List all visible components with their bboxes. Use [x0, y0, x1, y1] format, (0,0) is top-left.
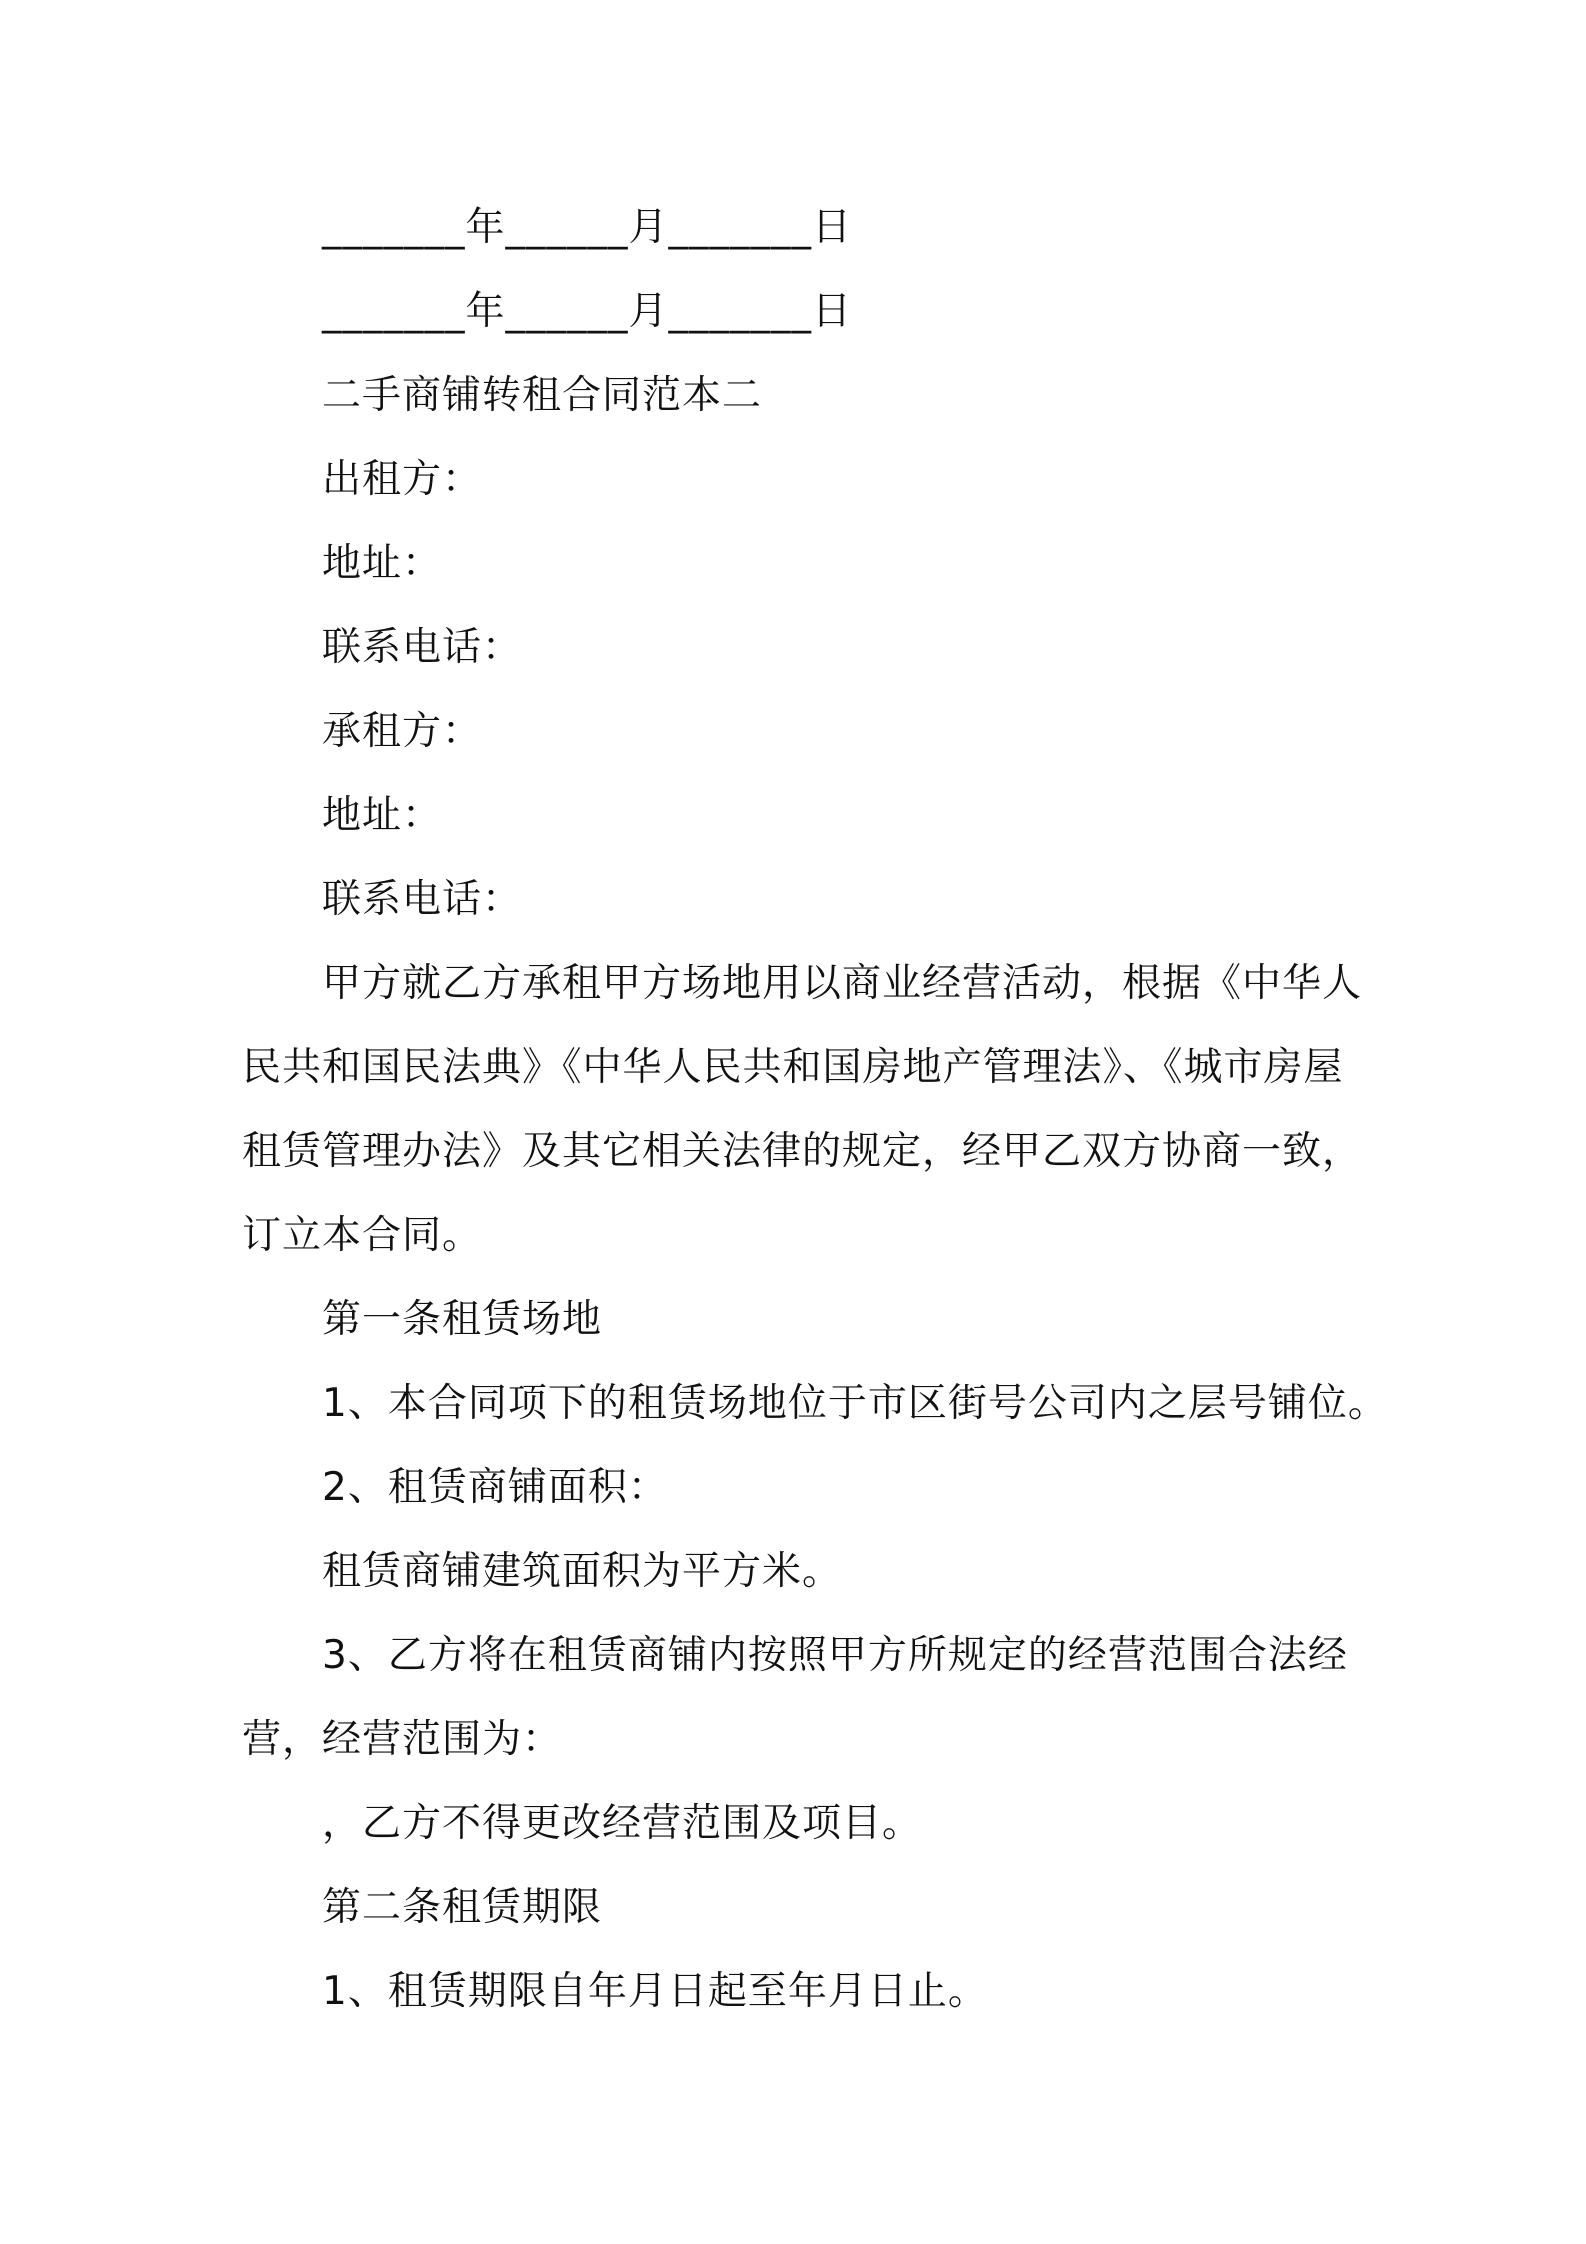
- preamble-line-3: 租赁管理办法》及其它相关法律的规定，经甲乙双方协商一致，: [242, 1129, 1363, 1174]
- article-2-title: 第二条租赁期限: [322, 1885, 603, 1930]
- preamble-line-2: 民共和国民法典》《中华人民共和国房地产管理法》、《城市房屋: [242, 1045, 1344, 1090]
- article-1-title: 第一条租赁场地: [322, 1297, 603, 1342]
- preamble-line-1: 甲方就乙方承租甲方场地用以商业经营活动，根据《中华人: [322, 961, 1363, 1006]
- date-line-1: _______年______月_______日: [322, 205, 853, 250]
- article-1-item-3-line-2: 营，经营范围为：: [242, 1717, 563, 1762]
- article-1-scope-note: ，乙方不得更改经营范围及项目。: [322, 1801, 923, 1846]
- lessee-phone-label: 联系电话：: [322, 877, 523, 922]
- article-1-item-2: 2、租赁商铺面积：: [322, 1465, 668, 1510]
- article-2-item-1: 1、租赁期限自年月日起至年月日止。: [322, 1969, 988, 2014]
- lessor-label: 出租方：: [322, 457, 483, 502]
- article-1-item-1: 1、本合同项下的租赁场地位于市区街号公司内之层号铺位。: [322, 1381, 1388, 1426]
- article-1-item-3-line-1: 3、乙方将在租赁商铺内按照甲方所规定的经营范围合法经: [322, 1633, 1348, 1678]
- date-line-2: _______年______月_______日: [322, 289, 853, 334]
- lessor-address-label: 地址：: [322, 541, 443, 586]
- lessee-address-label: 地址：: [322, 793, 443, 838]
- lessor-phone-label: 联系电话：: [322, 625, 523, 670]
- preamble-line-4: 订立本合同。: [242, 1213, 483, 1258]
- lessee-label: 承租方：: [322, 709, 483, 754]
- document-heading: 二手商铺转租合同范本二: [322, 373, 763, 418]
- article-1-area: 租赁商铺建筑面积为平方米。: [322, 1549, 843, 1594]
